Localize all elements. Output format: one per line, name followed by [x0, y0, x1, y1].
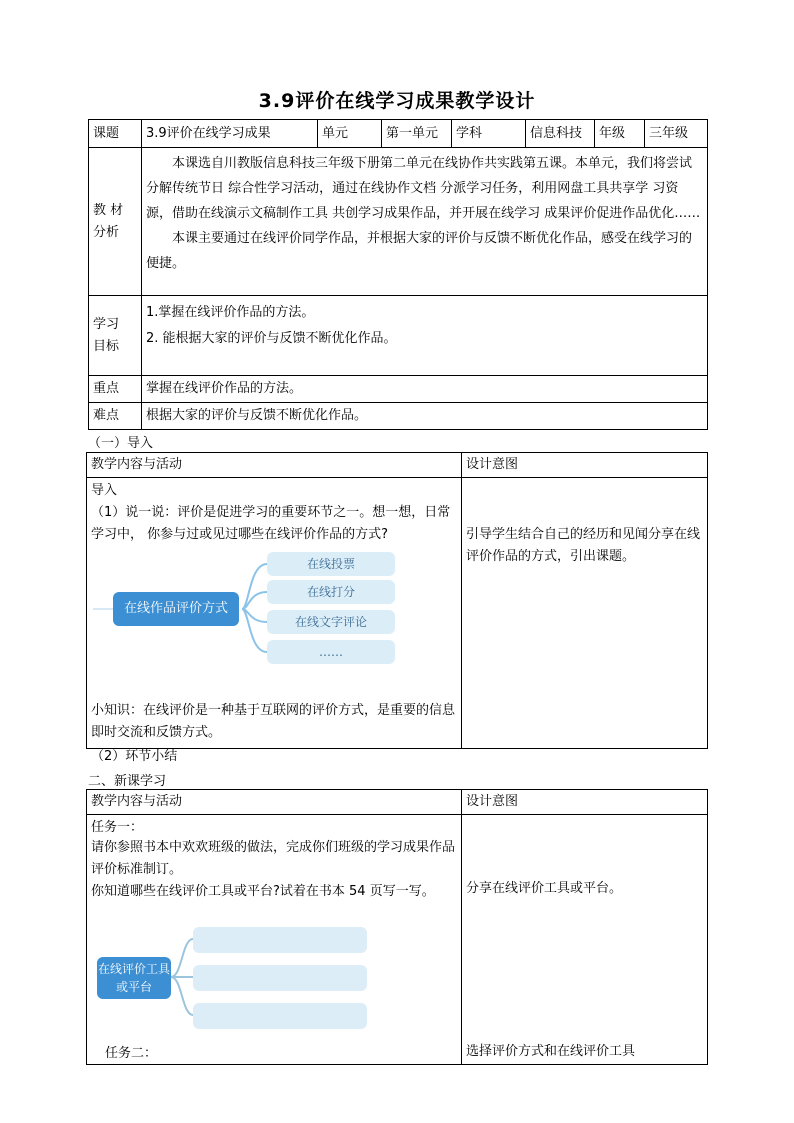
section2-intent2: 选择评价方式和在线评价工具 [466, 1044, 636, 1059]
objectives-label-line1: 学习 [93, 316, 120, 332]
analysis-label-line1: 教 材 [93, 202, 124, 218]
difficulty-value: 根据大家的评价与反馈不断优化作品。 [142, 403, 708, 430]
mindmap2-root: 在线评价工具或平台 [97, 957, 171, 999]
grade-label: 年级 [595, 120, 645, 148]
task1-text2: 你知道哪些在线评价工具或平台?试着在书本 54 页写一写。 [91, 884, 435, 899]
objectives-content [142, 296, 708, 376]
topic-label: 课题 [89, 120, 142, 148]
section1-table [86, 452, 708, 764]
section1-intent-text: 引导学生结合自己的经历和见闻分享在线评价作品的方式，引出课题。 [466, 527, 701, 564]
objectives-label [89, 296, 142, 376]
key-point-label: 重点 [89, 376, 142, 403]
subject-value: 信息科技 [526, 120, 595, 148]
task1-label: 任务一： [91, 820, 144, 835]
unit-value: 第一单元 [382, 120, 452, 148]
lesson-info-table [88, 119, 708, 430]
mindmap2-blank-3 [193, 1003, 367, 1029]
analysis-content [142, 148, 708, 296]
section1-col-content: 教学内容与活动 [87, 453, 462, 478]
objectives-label-line2: 目标 [93, 338, 120, 354]
mindmap1-leaf-vote: 在线投票 [267, 552, 395, 576]
section2-intent-cell [462, 815, 708, 1065]
analysis-para1: 本课选自川教版信息科技三年级下册第二单元在线协作共实践第五课。本单元，我们将尝试分解传统节日 综合性学习活动，通过在线协作文档 分派学习任务，利用网盘工具共享学 习资源，借助在线演示文稿制作工具 共创学习成果作品，并开展在线学习 成果评价促进作品优化…… [146, 156, 701, 221]
objective-1: 1.掌握在线评价作品的方法。 [146, 305, 315, 320]
section2-table [86, 789, 708, 1065]
topic-value: 3.9评价在线学习成果 [142, 120, 318, 148]
analysis-label-line2: 分析 [93, 224, 120, 240]
section1-heading: （一）导入 [88, 436, 154, 451]
section1-intent-cell [462, 478, 708, 749]
mindmap1-leaf-more: …… [267, 640, 395, 664]
mindmap2-blank-2 [193, 965, 367, 991]
section2-intent1: 分享在线评价工具或平台。 [466, 881, 623, 896]
objective-2: 2. 能根据大家的评价与反馈不断优化作品。 [146, 331, 397, 346]
grade-value: 三年级 [645, 120, 708, 148]
task2-label: 任务二： [105, 1046, 158, 1061]
analysis-label [89, 148, 142, 296]
key-point-value: 掌握在线评价作品的方法。 [142, 376, 708, 403]
section2-col-content: 教学内容与活动 [87, 790, 462, 815]
section1-col-intent: 设计意图 [462, 453, 708, 478]
section1-content-cell [87, 478, 462, 764]
section2-heading: 二、新课学习 [88, 774, 167, 789]
mindmap1-root: 在线作品评价方式 [113, 592, 239, 626]
unit-label: 单元 [318, 120, 382, 148]
section2-content-cell [87, 815, 462, 1065]
say-text: （1）说一说：评价是促进学习的重要环节之一。想一想，日常学习中， 你参与过或见过哪些在线评价作品的方式? [91, 505, 451, 542]
analysis-para2: 本课主要通过在线评价同学作品，并根据大家的评价与反馈不断优化作品，感受在线学习的便捷。 [146, 231, 693, 271]
difficulty-label: 难点 [89, 403, 142, 430]
tip-text: 小知识：在线评价是一种基于互联网的评价方式，是重要的信息即时交流和反馈方式。 [91, 703, 456, 740]
summary-text: （2）环节小结 [91, 749, 178, 764]
mindmap1-leaf-comment: 在线文字评论 [267, 610, 395, 634]
mindmap2-blank-1 [193, 927, 367, 953]
subject-label: 学科 [452, 120, 526, 148]
task1-text1: 请你参照书本中欢欢班级的做法，完成你们班级的学习成果作品评价标准制订。 [91, 840, 456, 877]
page-title: 3.9评价在线学习成果教学设计 [258, 90, 536, 112]
intro-label: 导入 [91, 483, 118, 498]
mindmap1-leaf-score: 在线打分 [267, 580, 395, 604]
section2-col-intent: 设计意图 [462, 790, 708, 815]
